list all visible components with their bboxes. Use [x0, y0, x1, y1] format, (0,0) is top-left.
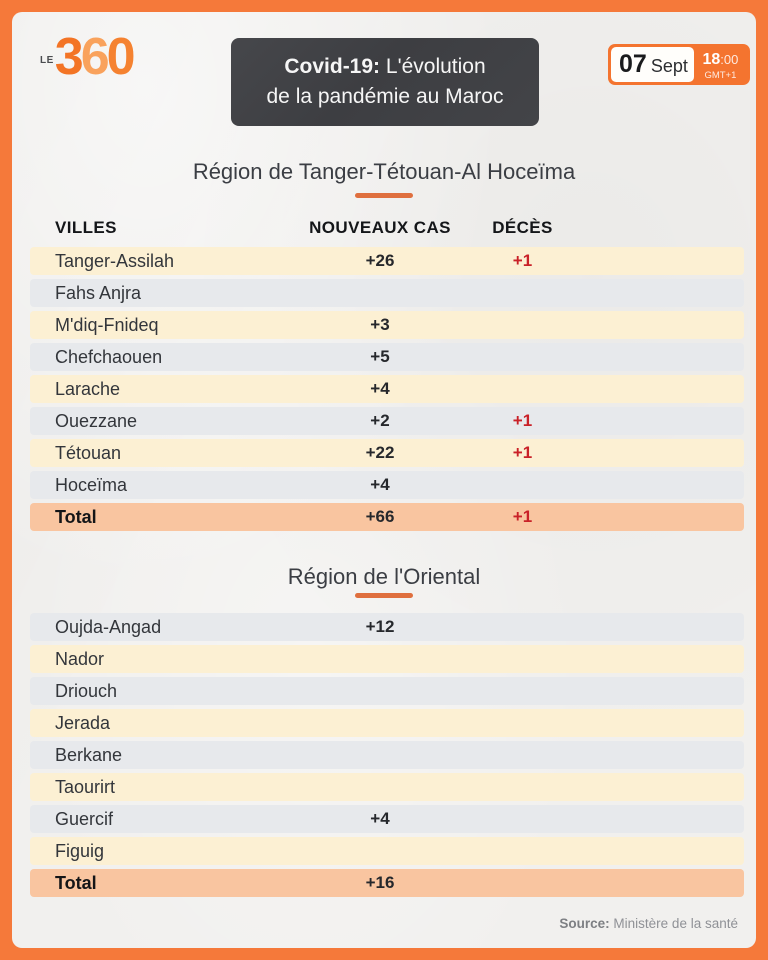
date-badge-time — [694, 47, 747, 82]
date-badge — [608, 44, 750, 85]
title-underline — [355, 193, 413, 198]
cases-cell: +3 — [370, 315, 390, 334]
city-cell: Berkane — [55, 744, 123, 765]
total-row — [30, 869, 744, 897]
table-row — [30, 471, 744, 499]
table-row — [30, 613, 744, 641]
time-value: 18:00 — [702, 51, 739, 68]
title-underline — [355, 593, 413, 598]
table-tanger-rows — [30, 247, 744, 535]
main-title-line1: Covid-19: L'évolution — [284, 55, 486, 78]
table-oriental-rows — [30, 613, 744, 901]
deaths-cell: +1 — [512, 507, 533, 526]
region-title-tanger: Région de Tanger-Tétouan-Al Hoceïma — [192, 159, 576, 184]
column-nouveaux-cas: NOUVEAUX CAS — [309, 218, 451, 237]
table-row — [30, 741, 744, 769]
column-deces: DÉCÈS — [492, 218, 553, 237]
cases-cell: +5 — [370, 347, 390, 366]
total-row — [30, 503, 744, 531]
city-cell: Ouezzane — [55, 410, 138, 431]
table-row — [30, 311, 744, 339]
deaths-cell: +1 — [512, 251, 533, 270]
cases-cell: +26 — [365, 251, 395, 270]
cases-cell: +4 — [370, 379, 390, 398]
main-title-box — [231, 38, 539, 126]
paper-background — [12, 12, 756, 948]
le360-logo — [40, 28, 133, 86]
table-row — [30, 375, 744, 403]
table-row — [30, 805, 744, 833]
city-cell: Hoceïma — [55, 474, 128, 495]
city-cell: Taourirt — [55, 776, 116, 797]
deaths-cell: +1 — [512, 411, 533, 430]
cases-cell: +16 — [365, 873, 395, 892]
city-cell: Larache — [55, 378, 121, 399]
city-cell: Chefchaouen — [55, 346, 163, 367]
logo-digit: 3 — [54, 28, 81, 86]
city-cell: M'diq-Fnideq — [55, 314, 159, 335]
source-label: Source: — [559, 916, 610, 931]
table-row — [30, 279, 744, 307]
city-cell: Figuig — [55, 840, 105, 861]
source-credit — [559, 916, 738, 931]
timezone-label: GMT+1 — [704, 70, 737, 81]
main-title-line2: de la pandémie au Maroc — [266, 85, 504, 108]
table-row — [30, 645, 744, 673]
city-cell: Guercif — [55, 808, 114, 829]
cases-cell: +4 — [370, 809, 390, 828]
logo-digit: 0 — [106, 28, 133, 86]
source-text: Ministère de la santé — [613, 916, 738, 931]
table-row — [30, 407, 744, 435]
table-row — [30, 343, 744, 371]
table-row — [30, 837, 744, 865]
city-cell: Fahs Anjra — [55, 282, 142, 303]
city-cell: Oujda-Angad — [55, 616, 162, 637]
city-cell: Tanger-Assilah — [55, 250, 175, 271]
cases-cell: +66 — [365, 507, 395, 526]
logo-digit: 6 — [80, 28, 107, 86]
table-row — [30, 773, 744, 801]
table-row — [30, 247, 744, 275]
city-cell: Total — [55, 506, 97, 527]
cases-cell: +4 — [370, 475, 390, 494]
cases-cell: +22 — [365, 443, 395, 462]
cases-cell: +12 — [365, 617, 395, 636]
table-row — [30, 709, 744, 737]
region-title-oriental: Région de l'Oriental — [287, 564, 481, 589]
deaths-cell: +1 — [512, 443, 533, 462]
city-cell: Total — [55, 872, 97, 893]
city-cell: Nador — [55, 648, 105, 669]
date-day: 07 — [619, 50, 647, 78]
city-cell: Jerada — [55, 712, 111, 733]
table-row — [30, 677, 744, 705]
column-villes: VILLES — [55, 218, 117, 237]
table-column-header — [30, 215, 744, 241]
date-badge-date — [611, 47, 694, 82]
table-row — [30, 439, 744, 467]
city-cell: Driouch — [55, 680, 118, 701]
date-month: Sept — [650, 56, 688, 76]
logo-prefix: LE — [40, 54, 54, 66]
city-cell: Tétouan — [55, 442, 122, 463]
cases-cell: +2 — [370, 411, 390, 430]
